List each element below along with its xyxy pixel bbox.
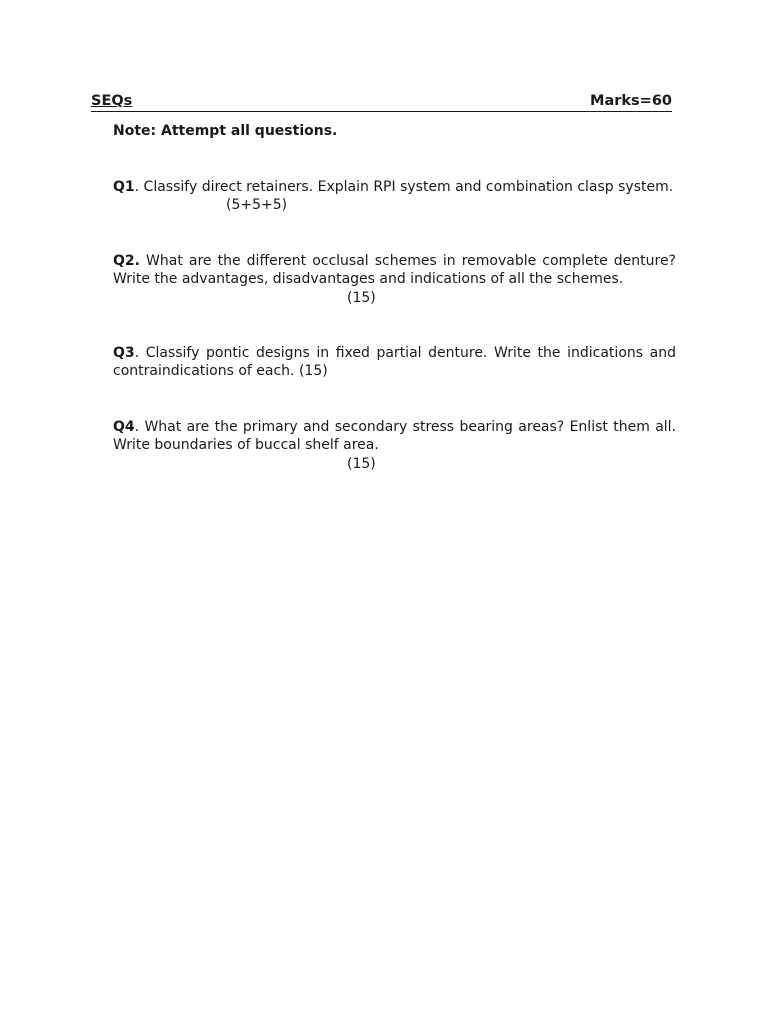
question-text: Classify pontic designs in fixed partial denture. Write the indications and contraindications of each. (15) xyxy=(113,345,676,380)
question-text: What are the different occlusal schemes in removable complete denture? Write the advantages, disadvantages and indications of all the schemes. xyxy=(113,253,676,288)
question-separator: . xyxy=(134,179,140,195)
question-3 xyxy=(113,344,676,381)
question-2 xyxy=(113,252,676,307)
page-header xyxy=(91,93,672,112)
question-marks: (15) xyxy=(347,455,376,472)
question-marks: (15) xyxy=(347,289,376,306)
question-1 xyxy=(113,178,676,215)
section-title: SEQs xyxy=(91,93,133,109)
question-marks: (5+5+5) xyxy=(226,197,288,214)
question-4 xyxy=(113,418,676,473)
question-label: Q1 xyxy=(113,179,135,195)
question-label: Q3 xyxy=(113,345,135,361)
question-separator: . xyxy=(134,419,140,435)
question-separator: . xyxy=(134,345,140,361)
question-label: Q2. xyxy=(113,253,140,269)
question-text: Classify direct retainers. Explain RPI system and combination clasp system. xyxy=(139,179,674,195)
total-marks: Marks=60 xyxy=(590,93,672,109)
instructions-note: Note: Attempt all questions. xyxy=(113,123,338,139)
question-text: What are the primary and secondary stress bearing areas? Enlist them all. Write boundaries of buccal shelf area. xyxy=(113,419,676,454)
question-label: Q4 xyxy=(113,419,135,435)
